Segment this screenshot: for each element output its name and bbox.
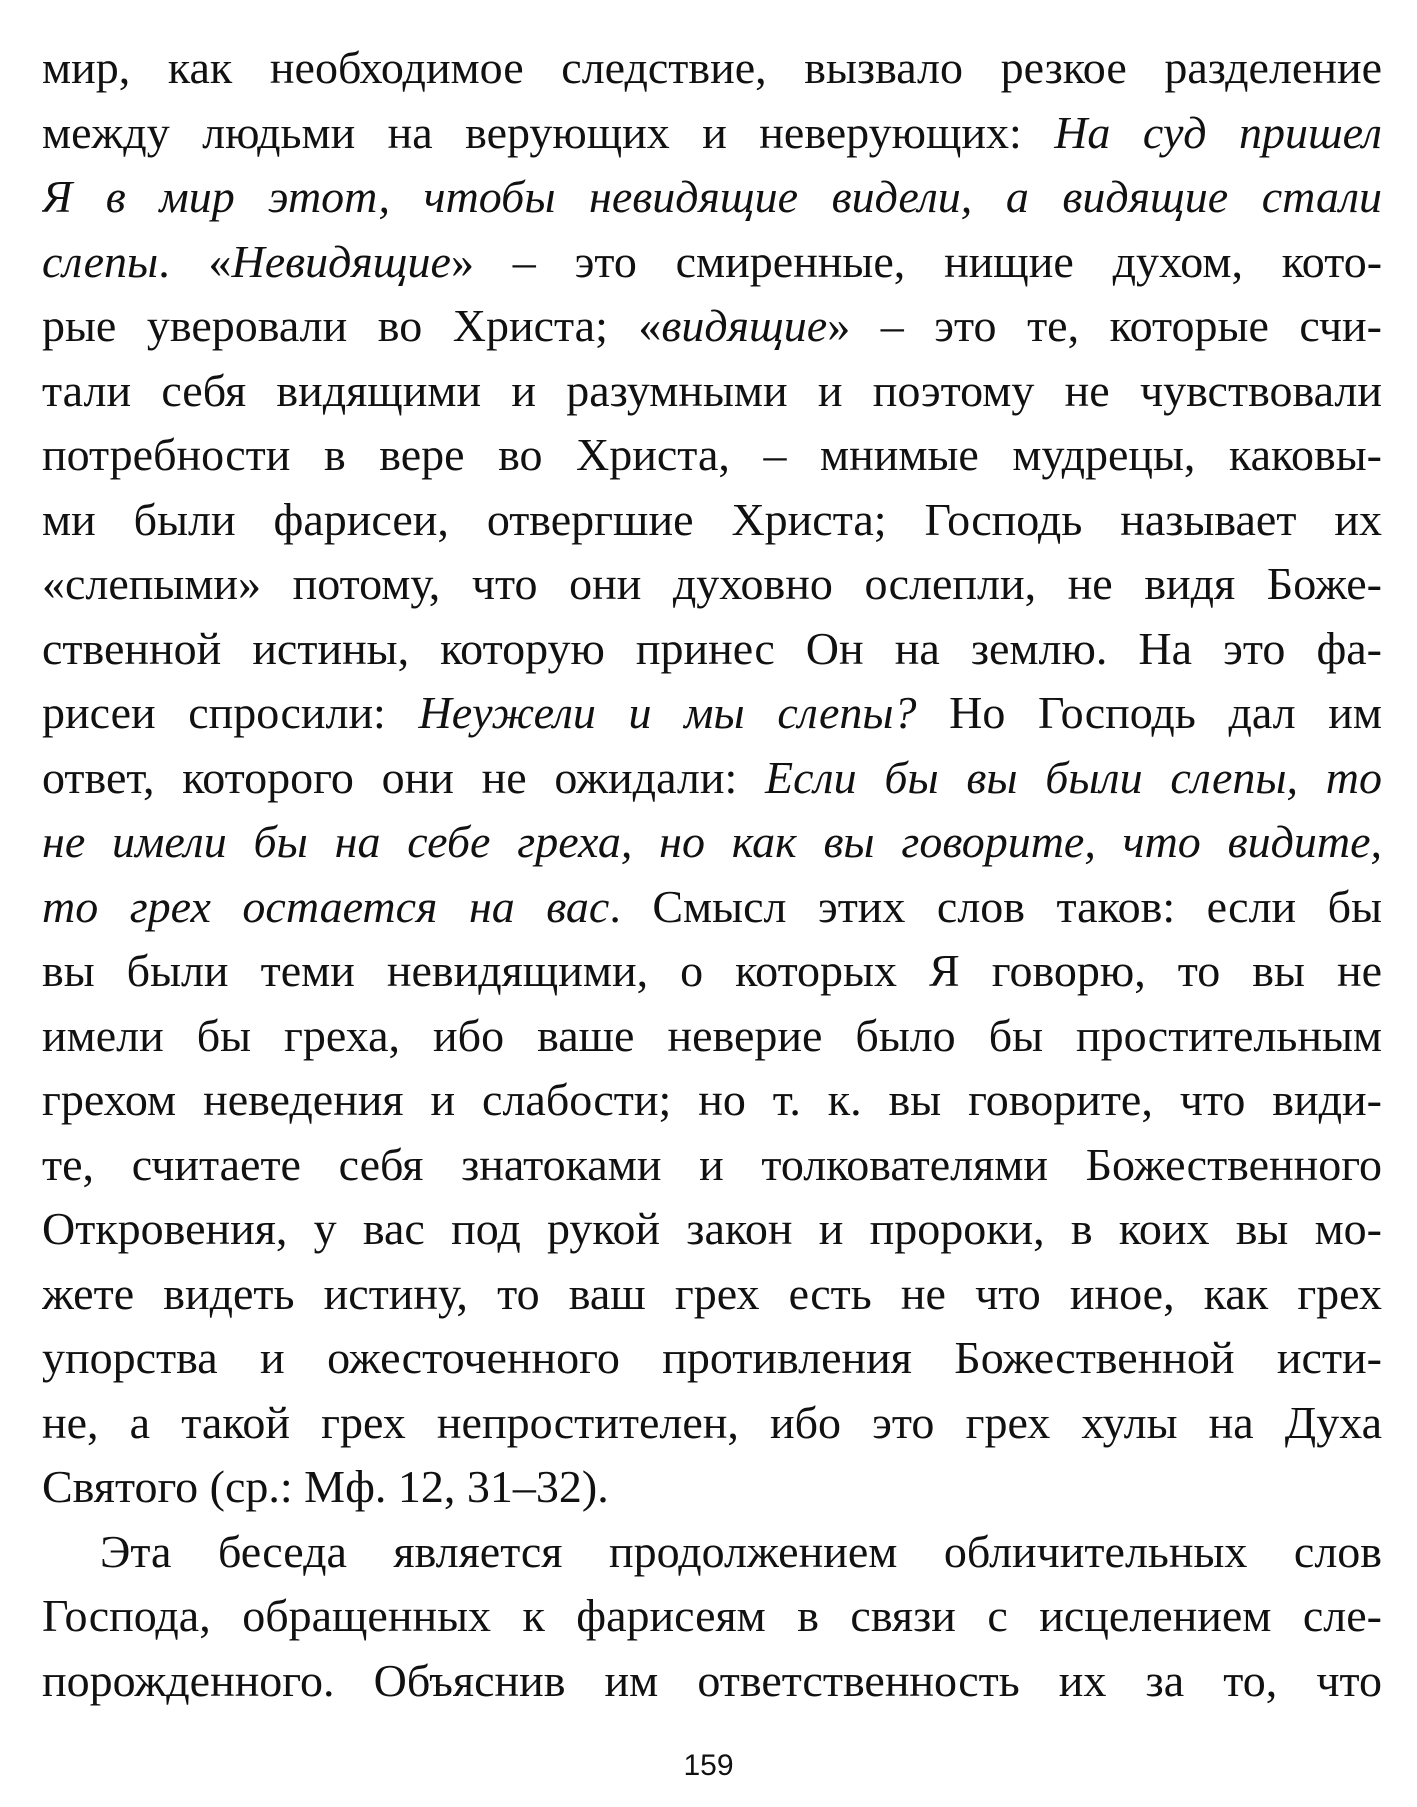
italic-quote: Неужели и мы слепы? [418, 687, 917, 738]
text-run: Господа, обращенных к фарисеям в связи с исцелением сле- [42, 1590, 1382, 1641]
italic-quote: видящие [661, 300, 828, 351]
text-line [42, 1068, 1382, 1133]
italic-quote: то грех остается на вас [42, 880, 610, 932]
italic-quote: слепы [42, 235, 159, 287]
text-line [42, 423, 1382, 488]
text-line [42, 1649, 1382, 1714]
text-line [42, 1004, 1382, 1069]
text-run: рисеи спросили: [42, 687, 419, 738]
text-line [42, 1262, 1382, 1327]
text-line [42, 36, 1382, 101]
page-number: 159 [683, 1749, 734, 1782]
italic-quote: Невидящие [231, 235, 451, 287]
text-run: » – это те, которые счи- [827, 300, 1382, 351]
text-run: тали себя видящими и разумными и поэтому не чувствовали [42, 364, 1382, 416]
text-line [42, 294, 1382, 359]
text-line [42, 681, 1382, 746]
text-run: грехом неведения и слабости; но т. к. вы говорите, что види- [42, 1074, 1382, 1125]
text-run: » – это смиренные, нищие духом, кото- [450, 235, 1382, 287]
text-run: упорства и ожесточенного противления Божественной исти- [42, 1332, 1382, 1383]
text-line [42, 359, 1382, 424]
text-line [42, 1584, 1382, 1649]
italic-quote: Если бы вы были слепы, то [765, 751, 1382, 803]
text-line [42, 1455, 1382, 1520]
text-line [42, 1520, 1382, 1585]
text-run: вы были теми невидящими, о которых Я говорю, то вы не [42, 945, 1382, 996]
text-run: порожденного. Объяснив им ответственность их за то, что [42, 1654, 1382, 1706]
text-run: потребности в вере во Христа, – мнимые мудрецы, каковы- [42, 429, 1382, 480]
text-line [42, 165, 1382, 230]
page-body [42, 36, 1382, 1736]
text-run: не, а такой грех непростителен, ибо это грех хулы на Духа [42, 1396, 1382, 1448]
text-run: жете видеть истину, то ваш грех есть не что иное, как грех [42, 1267, 1382, 1319]
text-line [42, 617, 1382, 682]
italic-quote: не имели бы на себе греха, но как вы говорите, что видите, [42, 816, 1382, 867]
text-line [42, 1133, 1382, 1198]
text-run: . « [158, 235, 232, 287]
italic-quote: На суд пришел [1054, 106, 1382, 158]
text-run: . Смысл этих слов таков: если бы [609, 880, 1382, 932]
text-line [42, 552, 1382, 617]
paragraph-2 [42, 1520, 1382, 1714]
text-line [42, 488, 1382, 553]
text-run: между людьми на верующих и неверующих: [42, 106, 1055, 158]
text-line [42, 875, 1382, 940]
text-run: Откровения, у вас под рукой закон и пророки, в коих вы мо- [42, 1203, 1382, 1254]
text-run: мир, как необходимое следствие, вызвало резкое разделение [42, 42, 1382, 93]
text-run: рые уверовали во Христа; « [42, 300, 662, 351]
text-run: ми были фарисеи, отвергшие Христа; Господь называет их [42, 493, 1382, 545]
text-line [42, 101, 1382, 166]
text-run: Но Господь дал им [916, 687, 1382, 738]
text-line [42, 1391, 1382, 1456]
text-run: Эта беседа является продолжением обличительных слов [100, 1525, 1382, 1577]
text-line [42, 1326, 1382, 1391]
text-line [42, 810, 1382, 875]
text-run: ственной истины, которую принес Он на землю. На это фа- [42, 622, 1382, 674]
text-line [42, 230, 1382, 295]
text-run: те, считаете себя знатоками и толкователями Божественного [42, 1138, 1382, 1190]
text-line [42, 939, 1382, 1004]
text-run: имели бы греха, ибо ваше неверие было бы простительным [42, 1009, 1382, 1061]
italic-quote: Я в мир этот, чтобы невидящие видели, а видящие стали [42, 171, 1382, 222]
text-run: ответ, которого они не ожидали: [42, 751, 765, 803]
text-run: Святого (ср.: Мф. 12, 31–32). [42, 1461, 609, 1512]
text-line [42, 746, 1382, 811]
text-run: «слепыми» потому, что они духовно ослепли, не видя Боже- [42, 558, 1382, 609]
paragraph-1 [42, 36, 1382, 1520]
text-line [42, 1197, 1382, 1262]
